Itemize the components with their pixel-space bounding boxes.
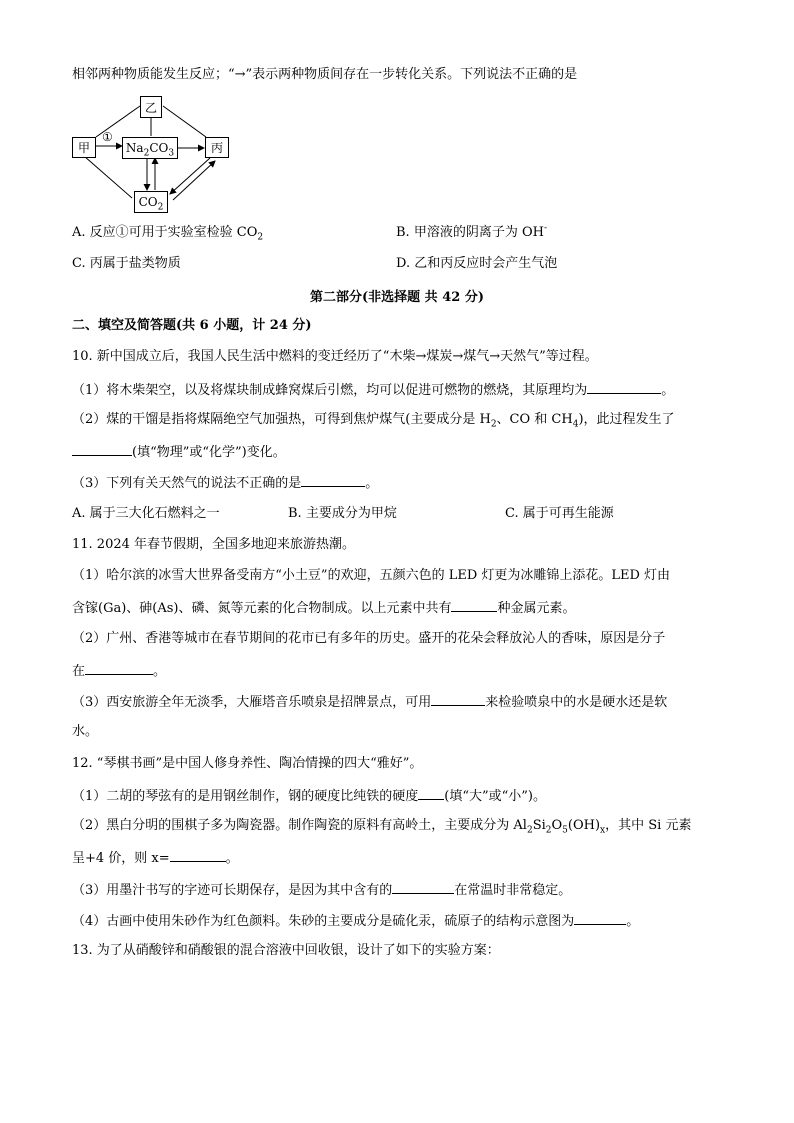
section-title: 二、填空及简答题(共 6 小题，计 24 分) [72, 318, 312, 333]
q12-part3: （3）用墨汁书写的字迹可长期保存，是因为其中含有的 在常温时非常稳定。 [72, 880, 571, 900]
q12-part1: （1）二胡的琴弦有的是用钢丝制作，钢的硬度比纯铁的硬度 (填“大”或“小”)。 [72, 786, 546, 806]
arrow-bing-co2 [170, 158, 210, 194]
q11-stem: 11. 2024 年春节假期，全国多地迎来旅游热潮。 [72, 537, 356, 552]
answer-blank[interactable] [574, 911, 626, 925]
q11-part2-line2: 在 。 [72, 661, 166, 681]
q12-stem: 12. “琴棋书画”是中国人修身养性、陶冶情操的四大“雅好”。 [72, 756, 423, 771]
q13-stem: 13. 为了从硝酸锌和硝酸银的混合溶液中回收银，设计了如下的实验方案： [72, 943, 500, 958]
q11-part1-line1: （1）哈尔滨的冰雪大世界备受南方“小土豆”的欢迎，五颜六色的 LED 灯更为冰雕锦上添花。LED 灯由 [72, 568, 671, 583]
answer-blank[interactable] [587, 380, 661, 394]
q10-option-b: B. 主要成分为甲烷 [288, 506, 397, 521]
arrow-co2-bing [173, 161, 215, 200]
q9-option-d: D. 乙和丙反应时会产生气泡 [396, 256, 558, 271]
q10-part2-line2: (填“物理”或“化学”)变化。 [72, 442, 286, 462]
answer-blank[interactable] [418, 786, 444, 800]
q10-option-c: C. 属于可再生能源 [505, 506, 614, 521]
answer-blank[interactable] [170, 848, 226, 862]
reaction-1-label: ① [102, 130, 113, 144]
part2-title: 第二部分(非选择题 共 42 分) [310, 290, 484, 305]
q11-part2-line1: （2）广州、香港等城市在春节期间的花市已有多年的历史。盛开的花朵会释放沁人的香味，原因是分子 [72, 631, 666, 646]
q9-option-a: A. 反应①可用于实验室检验 $CO_2$ [72, 225, 264, 243]
q10-part3: （3）下列有关天然气的说法不正确的是 。 [72, 473, 378, 493]
node-bing [205, 137, 229, 158]
q12-part2-line1: （2）黑白分明的围棋子多为陶瓷器。制作陶瓷的原料有高岭土，主要成分为 $Al_2Si_2O_5(OH)_x$，其中 Si 元素 [72, 818, 692, 836]
q11-part3-line1: （3）西安旅游全年无淡季，大雁塔音乐喷泉是招牌景点，可用 来检验喷泉中的水是硬水还是软 [72, 692, 667, 712]
q11-part3-line2: 水。 [72, 724, 99, 739]
node-jia [72, 137, 96, 158]
answer-blank[interactable] [431, 692, 485, 706]
q12-part2-line2: 呈+4 价，则 x= 。 [72, 848, 239, 868]
answer-blank[interactable] [85, 661, 153, 675]
node-jia-label: 甲 [77, 141, 90, 155]
q9-option-c: C. 丙属于盐类物质 [72, 256, 181, 271]
q10-part2-line1: （2）煤的干馏是指将煤隔绝空气加强热，可得到焦炉煤气(主要成分是 $H_2$、CO 和 $CH_4$)，此过程发生了 [72, 412, 675, 430]
q9-option-b: B. 甲溶液的阴离子为 OH- [396, 223, 547, 240]
q10-stem: 10. 新中国成立后，我国人民生活中燃料的变迁经历了“木柴→煤炭→煤气→天然气”等过程。 [72, 349, 598, 364]
q12-part4: （4）古画中使用朱砂作为红色颜料。朱砂的主要成分是硫化汞，硫原子的结构示意图为 。 [72, 911, 639, 931]
q10-option-a: A. 属于三大化石燃料之一 [72, 506, 220, 521]
answer-blank[interactable] [301, 473, 365, 487]
node-na2co3 [122, 137, 178, 159]
node-yi-label: 乙 [144, 100, 157, 115]
answer-blank[interactable] [451, 598, 497, 612]
question-intro-text: 相邻两种物质能发生反应；“→”表示两种物质间存在一步转化关系。下列说法不正确的是 [72, 67, 578, 82]
q11-part1-line2: 含镓(Ga)、砷(As)、磷、氮等元素的化合物制成。以上元素中共有 种金属元素。 [72, 598, 576, 618]
line-yi-bing [163, 106, 206, 137]
q10-part1: （1）将木柴架空，以及将煤块制成蜂窝煤后引燃，均可以促进可燃物的燃烧，其原理均为 。 [72, 380, 674, 400]
line-jia-co2 [84, 156, 132, 198]
node-co2 [134, 191, 168, 213]
answer-blank[interactable] [392, 880, 454, 894]
node-yi [140, 96, 162, 118]
node-co2-label: $CO_2$ [138, 195, 164, 213]
node-bing-label: 丙 [210, 141, 223, 155]
node-na2co3-label: $Na_2CO_3$ [125, 141, 175, 159]
answer-blank[interactable] [72, 442, 132, 456]
